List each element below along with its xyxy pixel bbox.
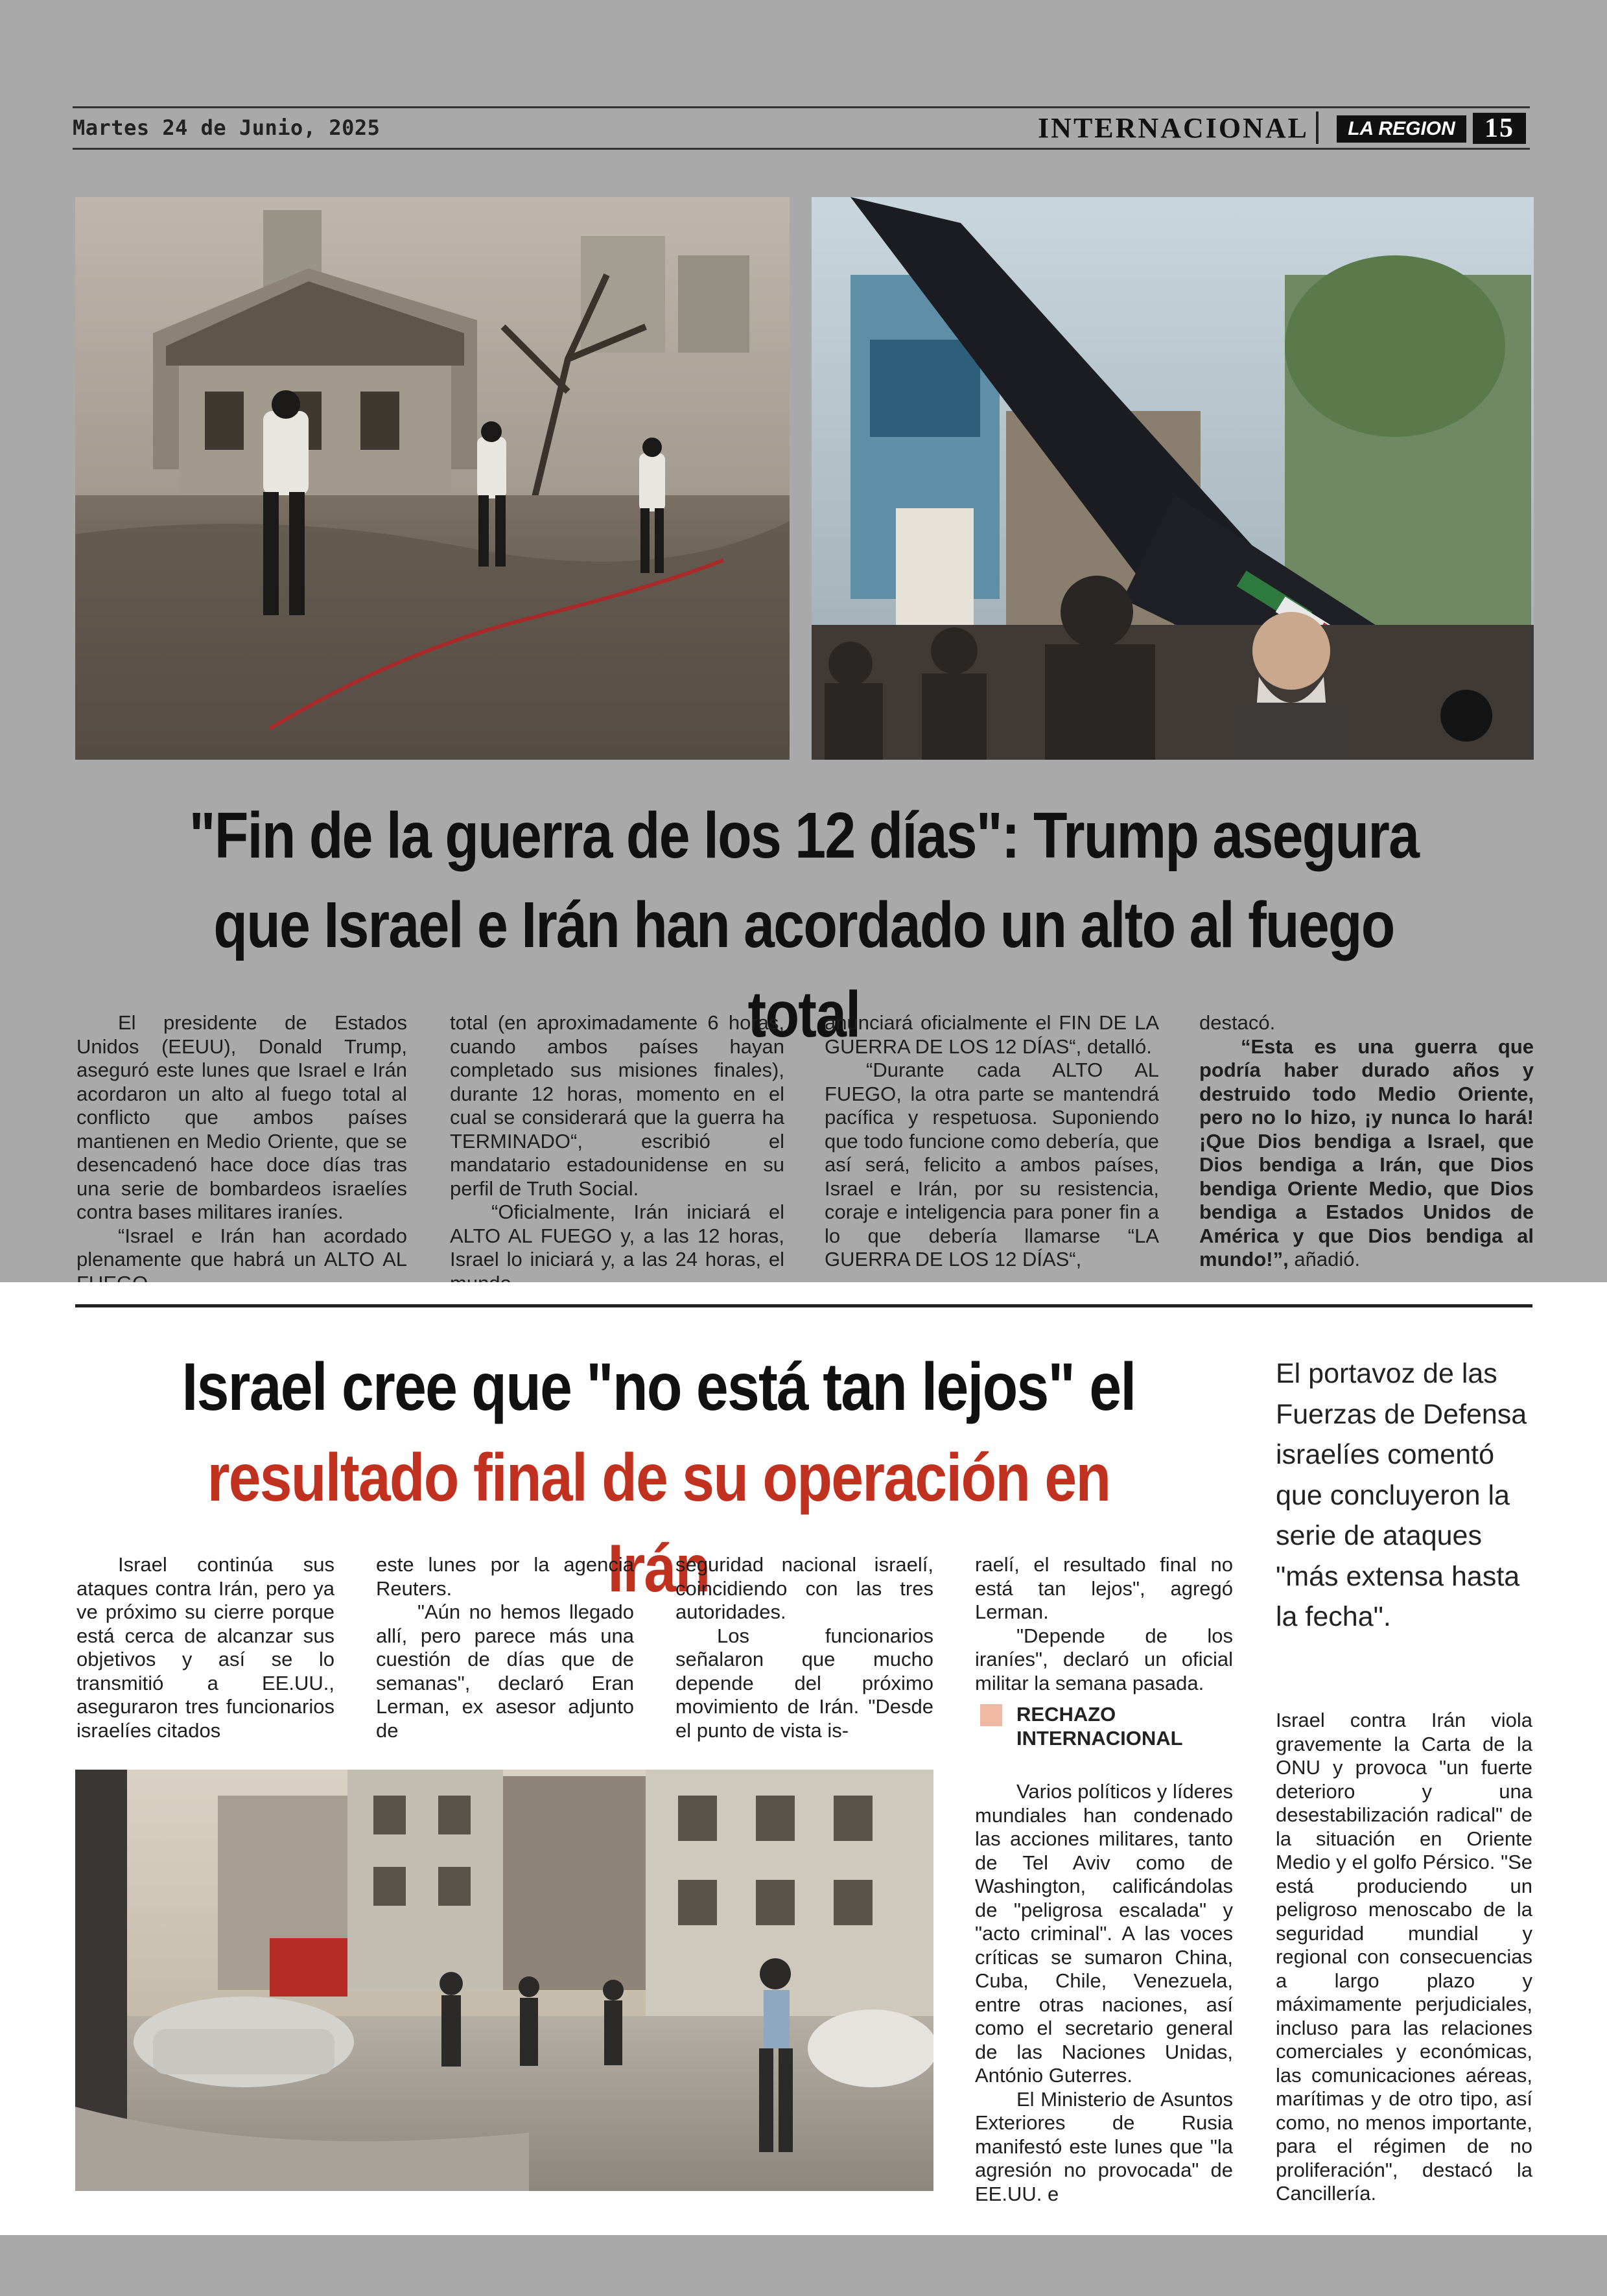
article1-col1-p2: “Israel e Irán han acordado plenamente que habrá un ALTO AL <box>76 1224 407 1271</box>
article1-col3-p2: “Durante cada ALTO AL FUEGO, la otra parte se mantendrá pacífica y respetuosa. Suponiendo que todo funcione como debería, que así será, felicito a ambos países, Israel e Irán, por su resistencia, coraje e inteligencia para poner fin a lo que debería llamarse “LA GUERRA DE LOS 12 DÍAS“, <box>825 1059 1159 1271</box>
photo-destroyed-building <box>75 197 790 760</box>
article2-pull-quote: El portavoz de las Fuerzas de Defensa israelíes comentó que concluyeron la serie de ataques "más extensa hasta la fecha". <box>1276 1358 1527 1632</box>
header-top-rule <box>73 106 1530 108</box>
article2-column-4b <box>975 1780 1233 2206</box>
article1-col4-quote <box>1199 1035 1534 1272</box>
article1-column-1 <box>76 1011 407 1295</box>
article1-col3-p1: anunciará oficialmente el FIN DE LA GUERRA DE LOS 12 DÍAS“, detalló. <box>825 1011 1159 1058</box>
page-number: 15 <box>1473 113 1526 144</box>
article2-col3-p2: Los funcionarios señalaron que mucho depende del próximo movimiento de Irán. "Desde el punto de vista is- <box>675 1624 933 1742</box>
article2-column-2 <box>376 1553 634 1742</box>
article1-col1-p1: El presidente de Estados Unidos (EEUU), Donald Trump, aseguró este lunes que Israel e Irán acordaron un alto al fuego total al conflicto que ambos países mantienen en Medio Oriente, que se desencadenó hace doce días tras una serie de bombardeos israelíes contra bases militares iraníes. <box>76 1011 407 1223</box>
newspaper-logo: LA REGION <box>1337 115 1466 143</box>
article2-headline-line1: Israel cree que "no está tan lejos" el <box>182 1350 1136 1425</box>
article1-col2-p2: “Oficialmente, Irán iniciará el ALTO AL FUEGO y, a las 12 horas, Israel lo iniciará y, a las 24 horas, el <box>450 1201 784 1271</box>
article2-column-3 <box>675 1553 933 1742</box>
article2-headline-line2: resultado final de su operación en Irán <box>207 1440 1110 1606</box>
subhead-rechazo: RECHAZO INTERNACIONAL <box>1016 1703 1183 1750</box>
subhead-marker <box>980 1704 1002 1726</box>
article2-col4b-p1: Varios políticos y líderes mundiales han condenado las acciones militares, tanto de Tel Aviv como de Washington, calificándolas de "peligrosa escalada" y "acto criminal". A las voces críticas se sumaron China, Cuba, Chile, Venezuela, entre otras naciones, así como el secretario general de las Naciones Unidas, António Guterres. <box>975 1780 1233 2087</box>
article1-headline-line2: que Israel e Irán han acordado un alto al fuego total <box>213 889 1394 1051</box>
article2-column-4 <box>975 1553 1233 1695</box>
article2-col2-p2: "Aún no hemos llegado allí, pero parece más una cuestión de días que de semanas", declaró Eran Lerman, ex asesor adjunto de <box>376 1600 634 1742</box>
article2-col1-p1: Israel continúa sus ataques contra Irán, pero ya ve próximo su cierre porque está cerca de alcanzar sus objetivos y así se lo transmitió a EE.UU., aseguraron tres funcionarios israelíes citados <box>76 1553 334 1742</box>
trump-quote: “Esta es una guerra que podría haber durado años y destruido todo Medio Oriente, pero no lo hizo, ¡y nunca lo hará! ¡Que Dios bendiga a Israel, que Dios bendiga a Irán, que Dios bendiga Oriente Medio, que Dios bendiga a Estados Unidos de América y que Dios bendiga al mundo!”, <box>1199 1035 1534 1271</box>
article2-col3-p1: seguridad nacional israelí, coincidiendo con las tres autoridades. <box>675 1553 933 1623</box>
section-label: INTERNACIONAL <box>1038 112 1309 144</box>
article1-col4-intro: destacó. <box>1199 1011 1276 1034</box>
photo-damaged-street <box>75 1770 933 2191</box>
header-bottom-rule <box>73 148 1530 150</box>
article1-column-4 <box>1199 1011 1534 1272</box>
photo-missile-demonstration <box>812 197 1534 760</box>
article1-headline-line1: "Fin de la guerra de los 12 días": Trump asegura <box>189 799 1419 872</box>
article1-column-2 <box>450 1011 784 1295</box>
article2-top-rule <box>75 1304 1532 1307</box>
article2-column-1 <box>76 1553 334 1742</box>
article2-col2-p1: este lunes por la agencia Reuters. <box>376 1553 634 1600</box>
header-separator <box>1316 111 1319 144</box>
article2-col4-p1: raelí, el resultado final no está tan lejos", agregó Lerman. <box>975 1553 1233 1623</box>
trump-quote-end: añadió. <box>1288 1248 1361 1271</box>
issue-date: Martes 24 de Junio, 2025 <box>73 115 381 140</box>
article2-column-5 <box>1276 1709 1532 2206</box>
article2-col4-p2: "Depende de los iraníes", declaró un oficial militar la semana pasada. <box>975 1624 1233 1694</box>
article1-column-3 <box>825 1011 1159 1272</box>
article2-col5-p1: Israel contra Irán viola gravemente la Carta de la ONU y provoca "un fuerte deterioro y una desestabilización radical" de la situación en Oriente Medio y el golfo Pérsico. "Se está produciendo un peligroso menoscabo de la seguridad mundial y regional con consecuencias a largo plazo y máximamente perjudiciales, incluso para las relaciones comerciales y económicas, las comunicaciones aéreas, marítimas y de otro tipo, así como, no menos importante, para el régimen de no proliferación", destacó la Cancillería. <box>1276 1709 1532 2205</box>
article1-col2-p1: total (en aproximadamente 6 horas, cuando ambos países hayan completado sus misiones finales), durante 12 horas, momento en el cual se considerará que la guerra ha TERMINADO“, escribió el mandatario estadounidense en su perfil de Truth Social. <box>450 1011 784 1200</box>
article2-col4b-p2: El Ministerio de Asuntos Exteriores de Rusia manifestó este lunes que "la agresión no provocada" de EE.UU. e <box>975 2087 1233 2205</box>
